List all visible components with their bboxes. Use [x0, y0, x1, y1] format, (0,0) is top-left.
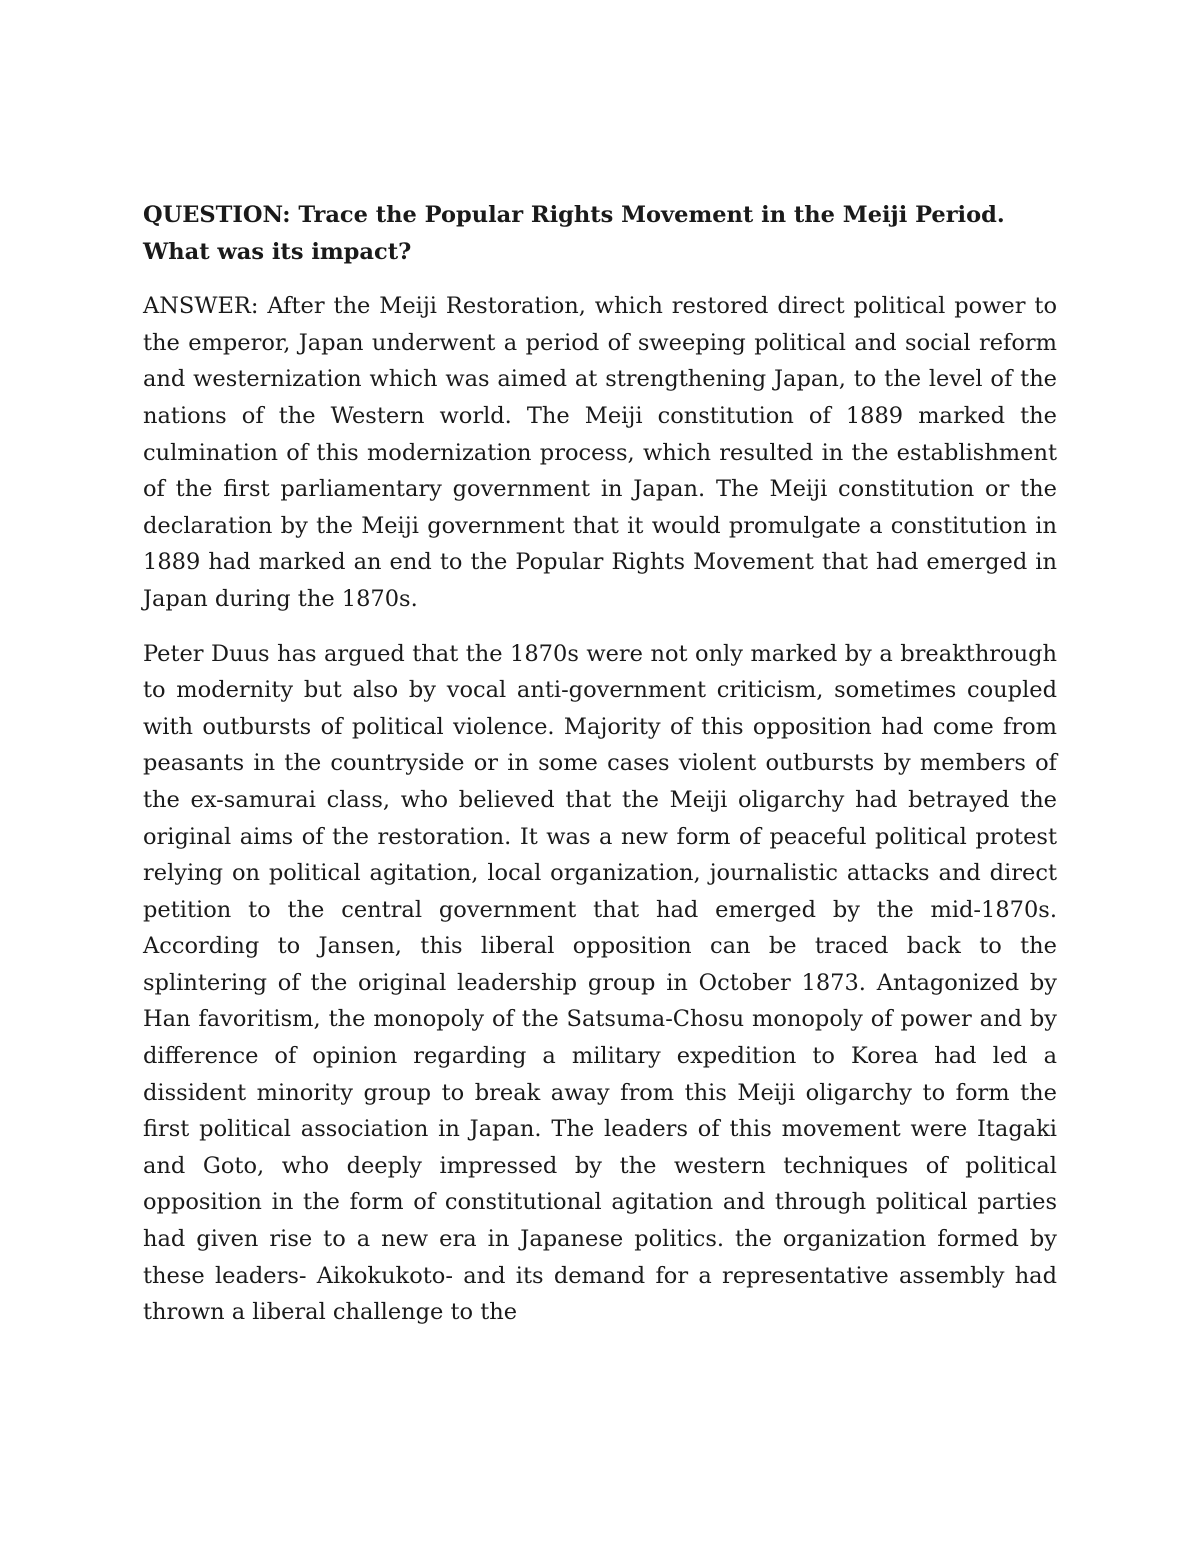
answer-paragraph: ANSWER: After the Meiji Restoration, which restored direct political power to the emperor, Japan underwent a period of sweeping political and social reform and westernization which was aimed at strengthening Japan, to the level of the nations of the Western world. The Meiji constitution of 1889 marked the culmination of this modernization process, which resulted in the establishment of the first parliamentary government in Japan. The Meiji constitution or the declaration by the Meiji government that it would promulgate a constitution in 1889 had marked an end to the Popular Rights Movement that had emerged in Japan during the 1870s.	[143, 293, 1057, 612]
question-heading: QUESTION: Trace the Popular Rights Movement in the Meiji Period. What was its impact?	[143, 202, 1005, 265]
document-body	[143, 197, 1057, 1349]
body-paragraph: Peter Duus has argued that the 1870s were not only marked by a breakthrough to modernity but also by vocal anti-government criticism, sometimes coupled with outbursts of political violence. Majority of this opposition had come from peasants in the countryside or in some cases violent outbursts by members of the ex-samurai class, who believed that the Meiji oligarchy had betrayed the original aims of the restoration. It was a new form of peaceful political protest relying on political agitation, local organization, journalistic attacks and direct petition to the central government that had emerged by the mid-1870s. According to Jansen, this liberal opposition can be traced back to the splintering of the original leadership group in October 1873. Antagonized by Han favoritism, the monopoly of the Satsuma-Chosu monopoly of power and by difference of opinion regarding a military expedition to Korea had led a dissident minority group to break away from this Meiji oligarchy to form the first political association in Japan. The leaders of this movement were Itagaki and Goto, who deeply impressed by the western techniques of political opposition in the form of constitutional agitation and through political parties had given rise to a new era in Japanese politics. the organization formed by these leaders- Aikokukoto- and its demand for a representative assembly had thrown a liberal challenge to the	[143, 640, 1057, 1326]
